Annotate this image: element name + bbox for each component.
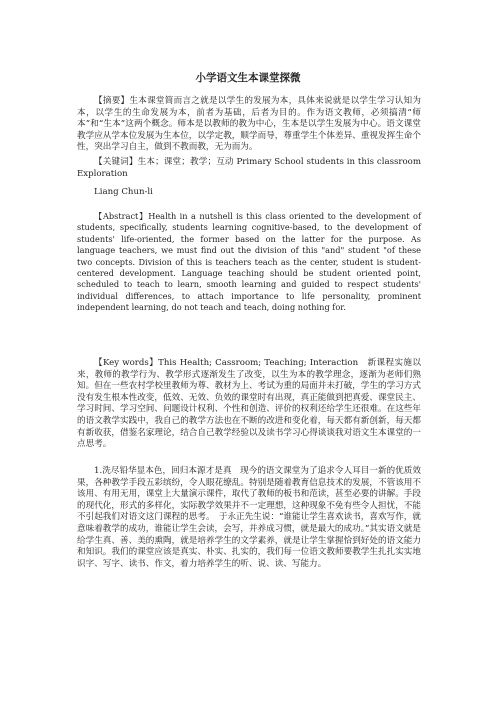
article-title: 小学语文生本课堂探微 — [195, 72, 301, 84]
abstract-cn: 【摘要】生本课堂简而言之就是以学生的发展为本，具体来说就是以学生学习认知为本，以学生的生命发展为本，前者为基础，后者为目的。作为语文教师，必须搞清“师本”和“生本”这两个概念。师本是以教师的教为中心，生本是以学生发展为中心。语文课堂教学应从学本位发展为生本位，以学定教，顺学而导，尊重学生个体差异、重视发挥生命个性，突出学习自主，做到不教而教，无为而为。 — [77, 96, 421, 153]
keywords-en-and-intro: 【Key words】This Health; Cassroom; Teaching; Interaction 新课程实施以来，教师的教学行为、教学形式逐渐发生了改变，以生为本的教学理念，逐渐为老师们熟知。但在一些农村学校里教师为尊、教材为上、考试为重的局面并未打破，学生的学习方式没有发生根本性改变，低效、无效、负效的课堂时有出现，真正能做到把真爱、课堂民主、学习时间、学习空间、问题设计权利、个性和创造、评价的权利还给学生还很难。在这些年的语文教学实践中，我自己的教学方法也在不断的改进和变化着，每天都有新创新，每天都有新收获，借鉴名家理论，结合自己教学经验以及读书学习心得谈谈我对语文生本课堂的一点思考。 — [77, 358, 421, 450]
section-1-paragraph: 1.洗尽铅华显本色，回归本源才是真 现今的语文课堂为了追求令人耳目一新的优质效果，各种教学手段五彩缤纷，令人眼花缭乱。特别是随着教育信息技术的发展，不管该用不该用、有用无用，课堂上大量演示课件，取代了教师的板书和范读，甚至必要的讲解。手段的现代化，形式的多样化，实际教学效果并不一定理想，这种现象不免有些令人担忧，不能不引起我们对语文这门课程的思考。 于永正先生说：“谁能让学生喜欢读书，喜欢写作，就意味着教学的成功，谁能让学生会读，会写，并养成习惯，就是最大的成功。”其实语文就是给学生真、善、美的熏陶，就是培养学生的文学素养，就是让学生掌握恰到好处的语文能力和知识。我们的课堂应该是真实、朴实、扎实的，我们每一位语文教师要教学生扎扎实实地识字、写字、读书、作文，着力培养学生的听、说、读、写能力。 — [77, 466, 421, 569]
author-name: Liang Chun-li — [94, 187, 153, 197]
keywords-cn: 【关键词】生本；课堂；教学；互动 Primary School students in this classroom Exploration — [77, 157, 421, 179]
abstract-en: 【Abstract】Health in a nutshell is this class oriented to the development of students, specifically, students learning cognitive-based, to the development of students' life-oriented, the former based on the latter for the purpose. As language teachers, we must find out the division of this "and" student "of these two concepts. Division of this is teachers teach as the center, student is student-centered development. Language teaching should be student oriented point, scheduled to teach to learn, smooth learning and guided to respect students' individual differences, to attach importance to life personality, prominent independent learning, do not teach and teach, doing nothing for. — [77, 211, 421, 313]
